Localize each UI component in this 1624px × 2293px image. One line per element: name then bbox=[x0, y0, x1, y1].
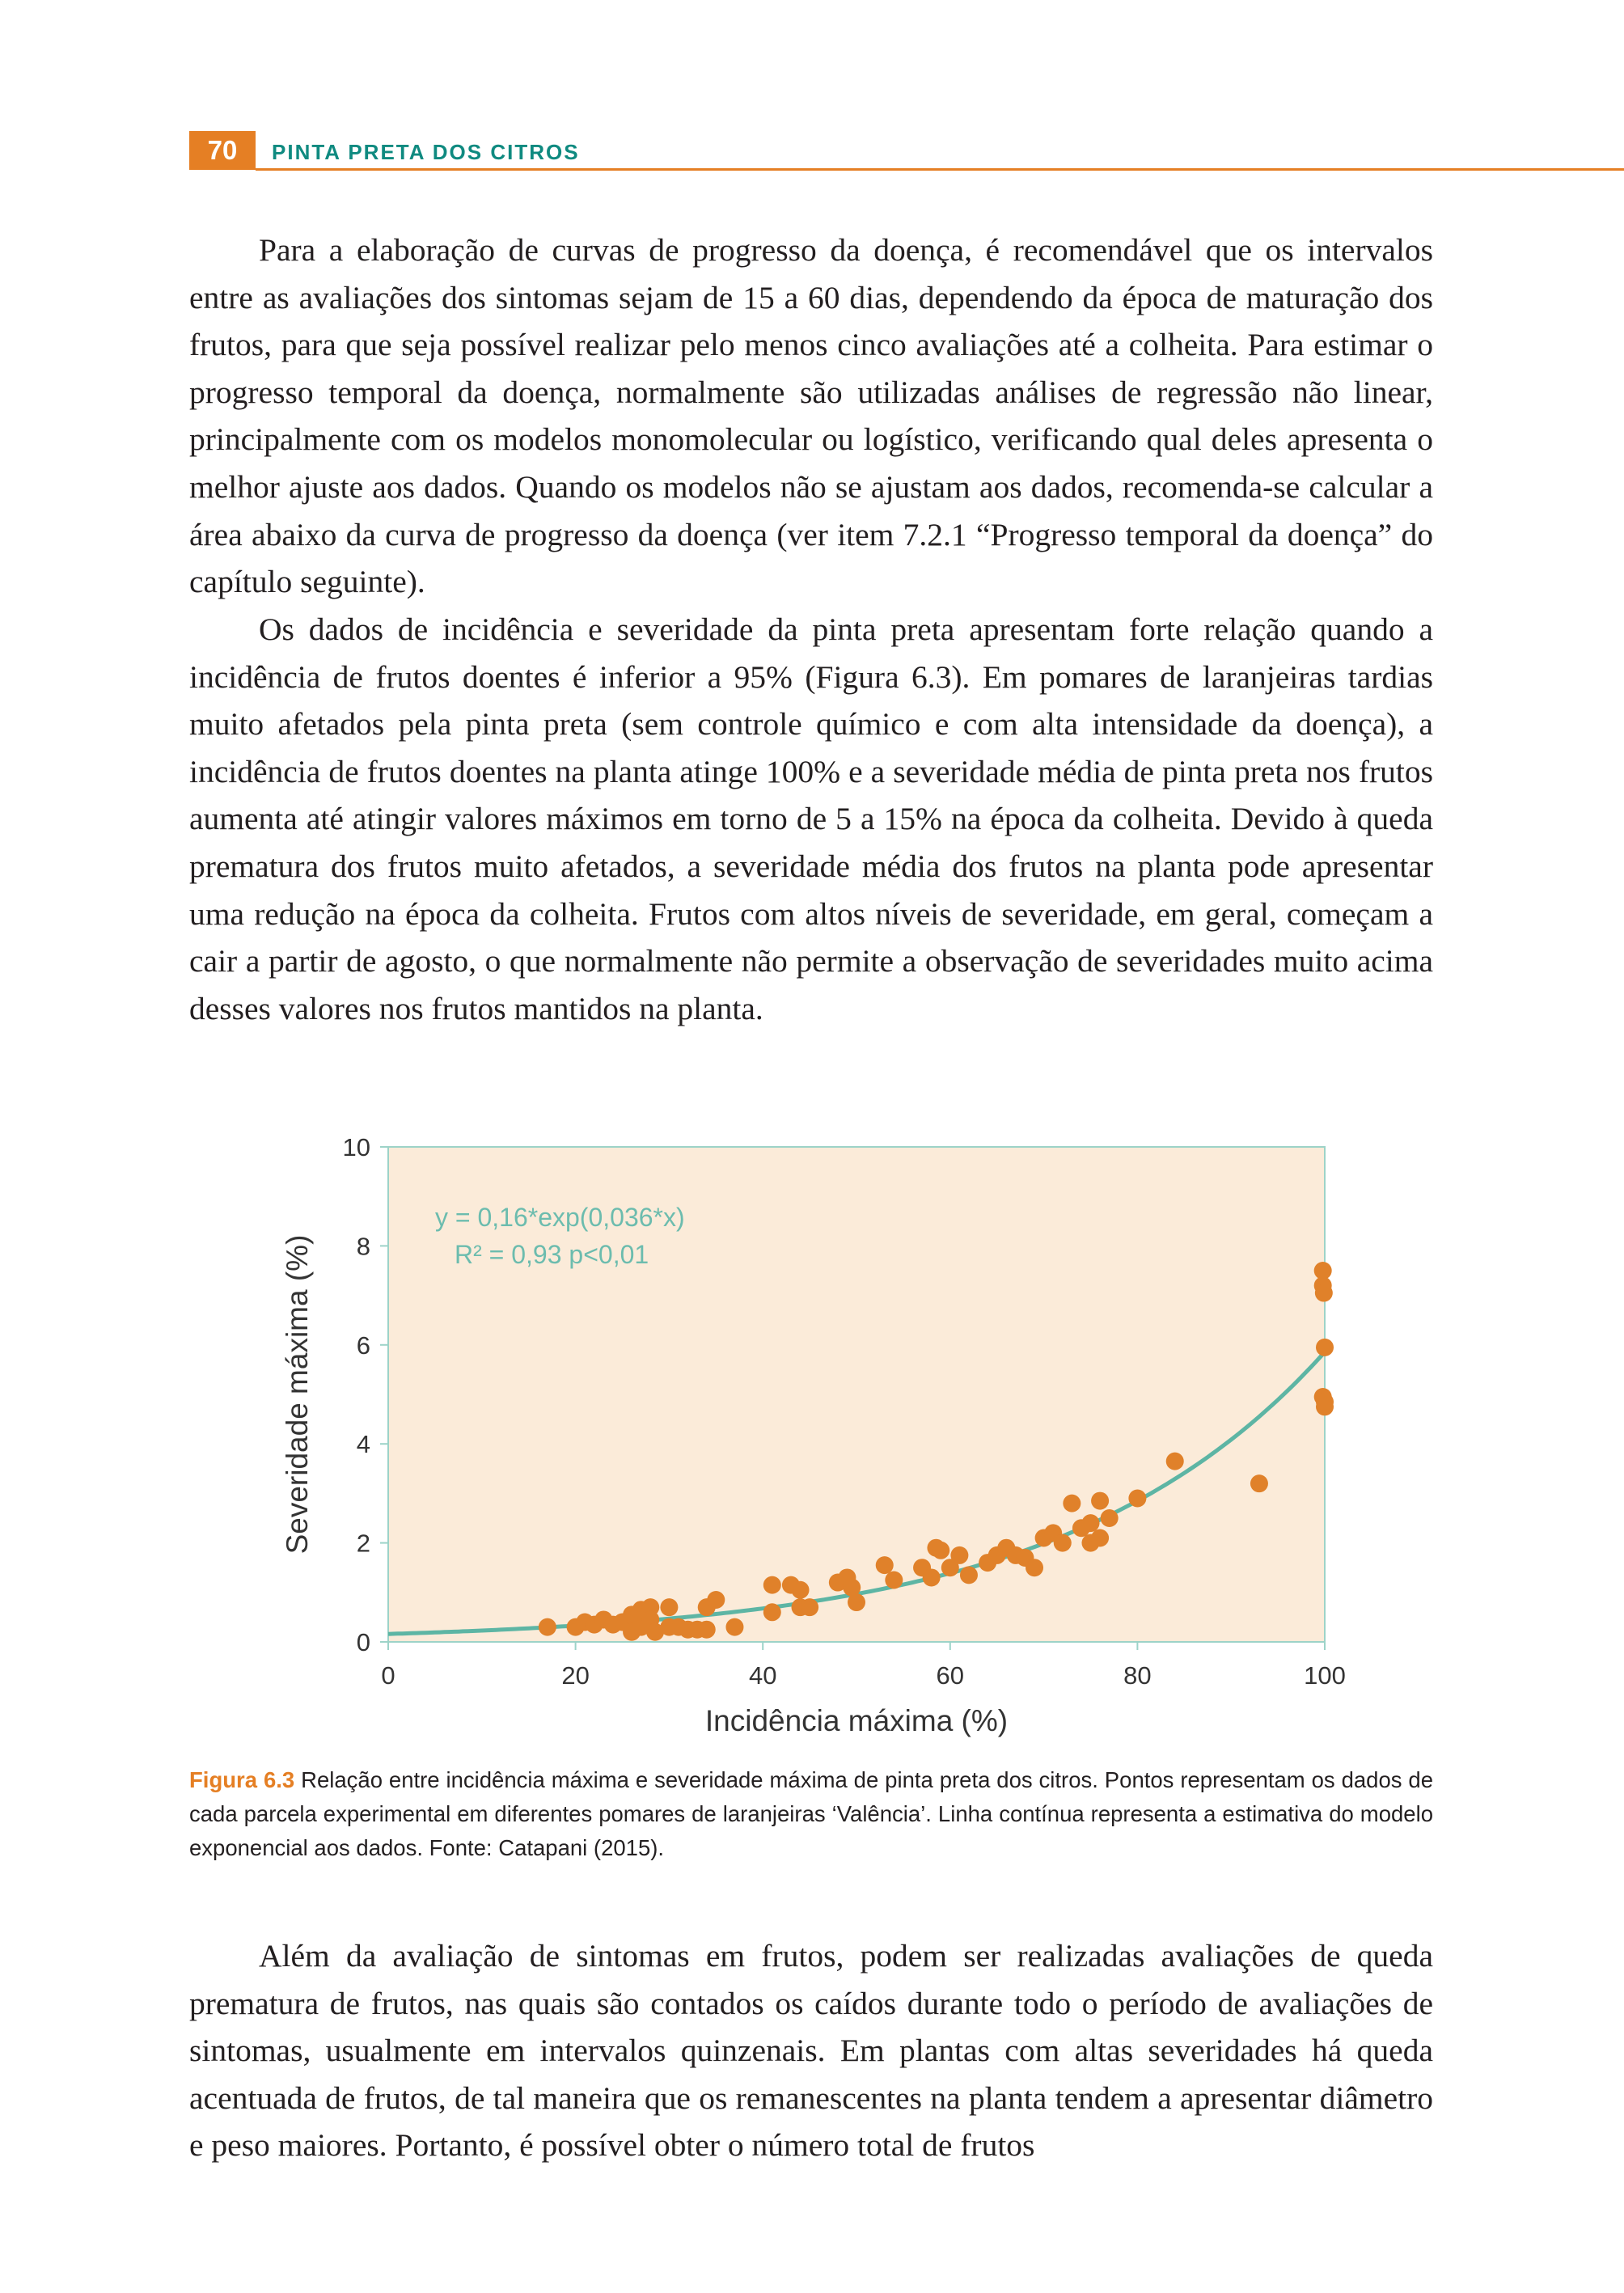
x-axis bbox=[381, 1642, 1345, 1690]
data-point bbox=[763, 1603, 781, 1621]
data-point bbox=[698, 1621, 716, 1639]
y-tick-label: 8 bbox=[356, 1232, 370, 1261]
x-tick-label: 80 bbox=[1123, 1661, 1152, 1690]
data-point bbox=[885, 1572, 903, 1589]
data-point bbox=[848, 1593, 865, 1611]
data-point bbox=[1026, 1559, 1043, 1576]
data-point bbox=[1091, 1529, 1109, 1546]
data-point bbox=[932, 1542, 949, 1559]
data-point bbox=[792, 1581, 810, 1599]
y-axis-label: Severidade máxima (%) bbox=[281, 1234, 314, 1555]
data-point bbox=[660, 1598, 678, 1616]
data-point bbox=[1054, 1534, 1072, 1552]
data-point bbox=[707, 1591, 725, 1609]
equation-label: y = 0,16*exp(0,036*x) bbox=[435, 1203, 685, 1232]
figure-label: Figura 6.3 bbox=[189, 1767, 295, 1792]
y-axis bbox=[343, 1133, 388, 1656]
data-point bbox=[876, 1556, 894, 1574]
data-point bbox=[1063, 1495, 1081, 1512]
figure-caption bbox=[189, 1763, 1433, 1865]
data-point bbox=[1128, 1490, 1146, 1508]
data-point bbox=[725, 1618, 743, 1636]
x-tick-label: 0 bbox=[381, 1661, 395, 1690]
figure-chart bbox=[267, 1116, 1432, 1739]
body-paragraph-2: Os dados de incidência e severidade da pinta preta apresentam forte relação quando a incidência de frutos doentes é inferior a 95% (Figura 6.3). Em pomares de laranjeiras tardias muito afetados pela pinta preta (sem controle químico e com alta intensidade da doença), a incidência de frutos doentes na planta atinge 100% e a severidade média de pinta preta nos frutos aumenta até atingir valores máximos em torno de 5 a 15% na época da colheita. Devido à queda prematura dos frutos muito afetados, a severidade média dos frutos na planta pode apresentar uma redução na época da colheita. Frutos com altos níveis de severidade, em geral, começam a cair a partir de agosto, o que normalmente não permite a observação de severidades muito acima desses valores nos frutos mantidos na planta. bbox=[189, 611, 1433, 1026]
page-number: 70 bbox=[189, 131, 256, 170]
data-point bbox=[1316, 1339, 1334, 1356]
y-tick-label: 6 bbox=[356, 1331, 370, 1360]
data-point bbox=[1101, 1509, 1119, 1527]
y-tick-label: 2 bbox=[356, 1529, 370, 1558]
body-paragraph-1: Para a elaboração de curvas de progresso da doença, é recomendável que os intervalos entre as avaliações dos sintomas sejam de 15 a 60 dias, dependendo da época de maturação dos frutos, para que seja possível realizar pelo menos cinco avaliações até a colheita. Para estimar o progresso temporal da doença, normalmente são utilizadas análises de regressão não linear, principalmente com os modelos monomolecular ou logístico, verificando qual deles apresenta o melhor ajuste aos dados. Quando os modelos não se ajustam aos dados, recomenda-se calcular a área abaixo da curva de progresso da doença (ver item 7.2.1 “Progresso temporal da doença” do capítulo seguinte). bbox=[189, 232, 1433, 600]
x-tick-label: 60 bbox=[936, 1661, 965, 1690]
data-point bbox=[1250, 1474, 1268, 1492]
data-point bbox=[960, 1566, 978, 1584]
scatter-chart bbox=[267, 1116, 1432, 1739]
data-point bbox=[923, 1568, 941, 1586]
page-header bbox=[189, 131, 1624, 170]
data-point bbox=[1091, 1492, 1109, 1510]
running-title: PINTA PRETA DOS CITROS bbox=[272, 140, 580, 164]
header-rule bbox=[256, 168, 1624, 171]
data-point bbox=[763, 1576, 781, 1594]
data-point bbox=[1166, 1453, 1184, 1470]
x-tick-label: 20 bbox=[561, 1661, 590, 1690]
data-point bbox=[1315, 1284, 1333, 1302]
data-point bbox=[539, 1618, 556, 1636]
x-tick-label: 100 bbox=[1304, 1661, 1346, 1690]
body-paragraph-3: Além da avaliação de sintomas em frutos, podem ser realizadas avaliações de queda prematura de frutos, nas quais são contados os caídos durante todo o período de avaliações de sintomas, usualmente em intervalos quinzenais. Em plantas com altas severidades há queda acentuada de frutos, de tal maneira que os remanescentes na planta tendem a apresentar diâmetro e peso maiores. Portanto, é possível obter o número total de frutos bbox=[189, 1938, 1433, 2164]
y-tick-label: 10 bbox=[342, 1133, 370, 1161]
data-point bbox=[1082, 1514, 1100, 1532]
x-tick-label: 40 bbox=[748, 1661, 777, 1690]
data-point bbox=[950, 1546, 968, 1564]
y-tick-label: 0 bbox=[356, 1628, 370, 1656]
y-tick-label: 4 bbox=[356, 1430, 370, 1459]
data-point bbox=[1316, 1393, 1334, 1411]
r2-label: R² = 0,93 p<0,01 bbox=[455, 1240, 649, 1269]
caption-text: Relação entre incidência máxima e severidade máxima de pinta preta dos citros. Pontos representam os dados de cada parcela experimental em diferentes pomares de laranjeiras ‘Valência’. Linha contínua representa a estimativa do modelo exponencial aos dados. Fonte: Catapani (2015). bbox=[189, 1767, 1433, 1860]
data-point bbox=[801, 1598, 818, 1616]
x-axis-label: Incidência máxima (%) bbox=[704, 1704, 1009, 1737]
